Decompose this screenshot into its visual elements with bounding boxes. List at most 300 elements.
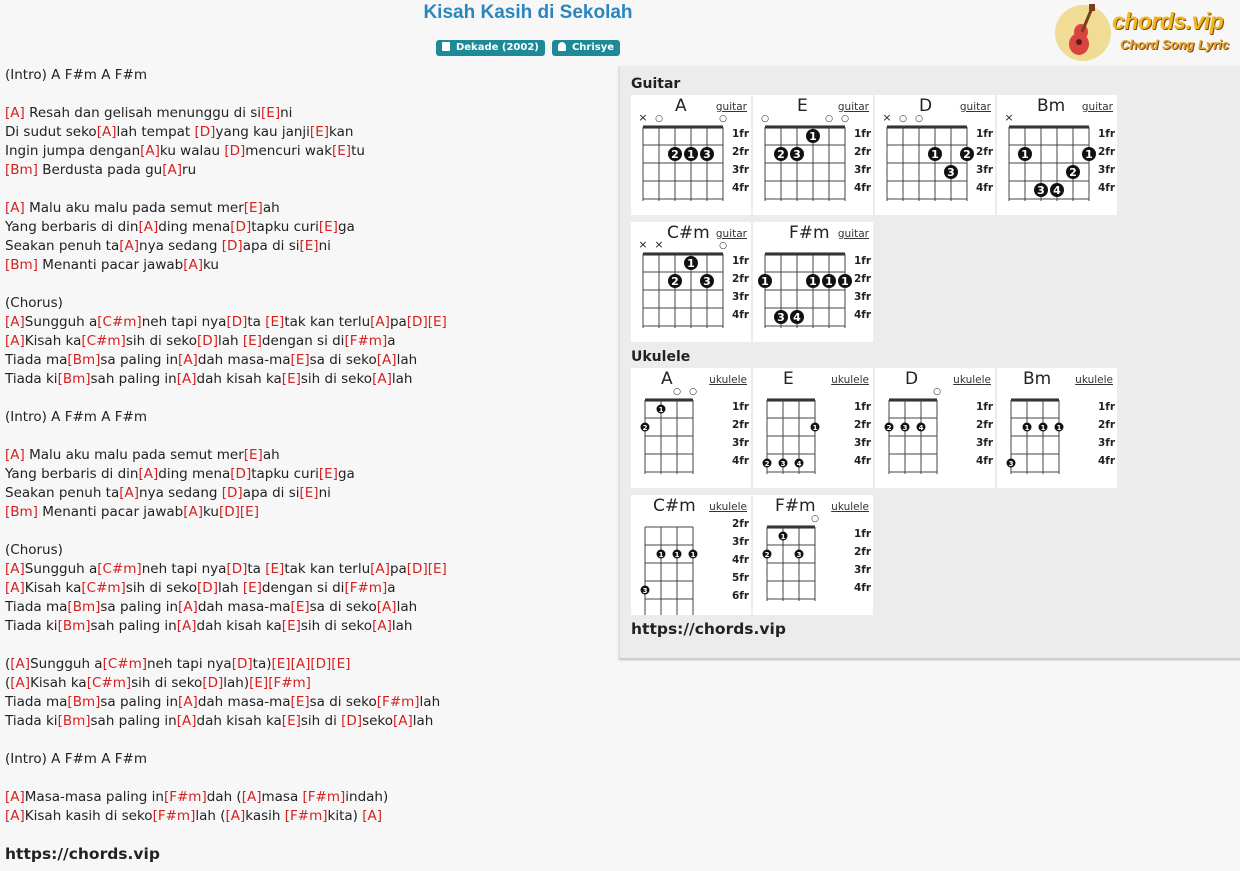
chord-marker[interactable]: [A] (138, 219, 159, 235)
fret-label: 2fr (976, 419, 994, 431)
chord-marker[interactable]: [E] (243, 447, 263, 463)
finger-dot (758, 274, 772, 288)
lyric-text: Sungguh a (30, 656, 103, 672)
chord-name: F#m (789, 223, 830, 243)
finger-dot (790, 310, 804, 324)
lyric-text: ah (262, 447, 280, 463)
svg-text:2: 2 (886, 424, 892, 432)
lyric-text: ni (280, 105, 293, 121)
svg-text:1: 1 (809, 275, 817, 288)
lyric-text: neh tapi nya (141, 314, 227, 330)
lyric-text: ding mena (158, 466, 231, 482)
chord-marker[interactable]: [A] (370, 314, 390, 330)
lyric-text: ku (203, 504, 219, 520)
artist-label: Chrisye (571, 42, 615, 53)
chord-marker[interactable]: [D] (224, 143, 246, 159)
guitar-chord-diagram[interactable] (875, 95, 995, 215)
chord-name: Bm (1037, 96, 1066, 116)
chord-marker[interactable]: [D] (406, 561, 428, 577)
chord-marker[interactable]: [D] (197, 333, 218, 349)
lyric-text: Tiada ma (5, 694, 68, 710)
chord-marker[interactable]: [A] (96, 124, 117, 140)
lyric-text: Kisah ka (24, 333, 82, 349)
chord-marker[interactable]: [C#m] (97, 314, 142, 330)
lyric-text: Kisah ka (24, 580, 82, 596)
lyric-text: mencuri wak (245, 143, 333, 159)
svg-text:2: 2 (1069, 166, 1077, 179)
chord-marker[interactable]: [A] (176, 618, 197, 634)
finger-dot (641, 423, 650, 433)
chord-marker[interactable]: [A] (5, 580, 25, 596)
lyric-text: Tiada ki (5, 618, 58, 634)
lyrics-body (5, 66, 605, 864)
lyric-line (5, 256, 605, 275)
open-string-marker: ○ (825, 114, 833, 124)
lyric-text: tapku curi (251, 466, 319, 482)
chord-marker[interactable]: [D] (230, 219, 252, 235)
lyric-line (5, 351, 605, 370)
open-string-marker: ○ (761, 114, 769, 124)
chord-marker[interactable]: [Bm] (67, 352, 101, 368)
lyric-text: ( (5, 675, 11, 691)
lyric-line (5, 66, 605, 85)
chord-marker[interactable]: [C#m] (81, 333, 126, 349)
lyric-text: a (387, 580, 396, 596)
finger-dot (960, 147, 974, 161)
fret-label: 1fr (976, 401, 994, 413)
ukulele-chord-diagram[interactable] (997, 368, 1117, 488)
chord-marker[interactable]: [C#m] (81, 580, 126, 596)
lyric-text: lah (391, 618, 413, 634)
guitar-chord-diagram[interactable] (631, 222, 751, 342)
fret-label: 3fr (732, 164, 750, 176)
chord-marker[interactable]: [E] (331, 656, 351, 672)
lyric-text: Kisah ka (30, 675, 87, 691)
finger-dot (673, 550, 682, 560)
lyric-line (5, 275, 605, 294)
instrument-link[interactable]: guitar (715, 101, 747, 113)
lyric-line (5, 446, 605, 465)
lyric-text: masa (261, 789, 303, 805)
chord-marker[interactable]: [F#m] (284, 808, 328, 824)
chord-marker[interactable]: [E] (281, 618, 301, 634)
guitar-chord-diagram[interactable] (997, 95, 1117, 215)
lyric-text: ta (247, 561, 266, 577)
chord-name: D (919, 96, 933, 116)
lyric-line (5, 750, 605, 769)
chord-marker[interactable]: [D] (221, 485, 243, 501)
lyric-line (5, 693, 605, 712)
site-link[interactable]: https://chords.vip (5, 845, 160, 863)
lyric-text: neh tapi nya (141, 561, 227, 577)
chord-marker[interactable]: [D] (226, 561, 248, 577)
svg-text:1: 1 (812, 424, 818, 432)
fret-label: 2fr (854, 419, 872, 431)
chord-marker[interactable]: [E] (242, 580, 262, 596)
finger-dot (806, 274, 820, 288)
song-badges (0, 35, 1056, 56)
chord-marker[interactable]: [A] (225, 808, 246, 824)
chord-marker[interactable]: [F#m] (344, 333, 388, 349)
chord-diagrams-panel (619, 66, 1240, 659)
open-string-marker: ○ (915, 114, 923, 124)
instrument-link[interactable]: guitar (715, 228, 747, 240)
chord-marker[interactable]: [D] (197, 580, 218, 596)
chord-marker[interactable]: [E] (318, 466, 338, 482)
lyric-text: (Intro) A F#m A F#m (5, 409, 147, 425)
lyric-text: lah tempat (116, 124, 195, 140)
finger-dot (1007, 459, 1016, 469)
fret-label: 3fr (1098, 437, 1116, 449)
chord-marker[interactable]: [A] (183, 504, 203, 520)
chord-marker[interactable]: [Bm] (57, 371, 91, 387)
site-logo[interactable] (1054, 2, 1240, 64)
chord-marker[interactable]: [A] (10, 675, 31, 691)
chord-marker[interactable]: [A] (393, 713, 413, 729)
finger-dot (1055, 423, 1064, 433)
lyric-text: sih di seko (300, 618, 373, 634)
chord-marker[interactable]: [E] (249, 675, 269, 691)
lyric-text: Kisah kasih di seko (24, 808, 153, 824)
chord-marker[interactable]: [D] (221, 238, 243, 254)
chord-marker[interactable]: [A] (119, 238, 140, 254)
chord-marker[interactable]: [A] (10, 656, 31, 672)
chord-marker[interactable]: [C#m] (97, 561, 142, 577)
chord-name: A (661, 369, 673, 389)
finger-dot (774, 310, 788, 324)
chord-marker[interactable]: [A] (290, 656, 311, 672)
svg-text:3: 3 (777, 311, 785, 324)
instrument-link[interactable]: guitar (837, 228, 869, 240)
chord-marker[interactable]: [Bm] (67, 599, 101, 615)
instrument-link[interactable]: ukulele (831, 501, 869, 513)
chord-marker[interactable]: [A] (5, 447, 25, 463)
finger-dot (668, 147, 682, 161)
finger-dot (684, 256, 698, 270)
chord-marker[interactable]: [A] (372, 618, 392, 634)
lyric-text: lah (419, 694, 441, 710)
svg-text:3: 3 (703, 275, 711, 288)
finger-dot (1082, 147, 1096, 161)
muted-string-marker: × (638, 238, 648, 251)
lyric-text: apa di si (242, 238, 300, 254)
muted-string-marker: × (882, 111, 892, 124)
fret-label: 4fr (976, 455, 994, 467)
svg-text:4: 4 (918, 424, 924, 432)
chord-marker[interactable]: [A] (138, 466, 159, 482)
lyric-text: Tiada ma (5, 599, 68, 615)
chord-marker[interactable]: [D] (231, 656, 253, 672)
lyric-text: Tiada ki (5, 371, 58, 387)
chord-marker[interactable]: [A] (178, 694, 198, 710)
chord-marker[interactable]: [A] (5, 333, 25, 349)
chord-marker[interactable]: [D] (194, 124, 216, 140)
svg-text:2: 2 (764, 460, 770, 468)
fret-label: 1fr (732, 128, 750, 140)
fret-label: 1fr (1098, 401, 1116, 413)
lyric-text: (Chorus) (5, 295, 63, 311)
finger-dot (1066, 165, 1080, 179)
chord-marker[interactable]: [E] (427, 314, 447, 330)
finger-dot (901, 423, 910, 433)
chord-marker[interactable]: [E] (290, 599, 310, 615)
lyric-text: Malu aku malu pada semut mer (24, 200, 244, 216)
lyric-line (5, 161, 605, 180)
fret-label: 4fr (854, 182, 872, 194)
lyric-text: sa paling in (100, 599, 179, 615)
chord-marker[interactable]: [E] (318, 219, 338, 235)
fret-label: 4fr (854, 455, 872, 467)
lyric-text: (Chorus) (5, 542, 63, 558)
lyric-text: yang kau janji (215, 124, 310, 140)
lyric-text: a (387, 333, 396, 349)
instrument-link[interactable]: guitar (959, 101, 991, 113)
lyric-line (5, 465, 605, 484)
chord-marker[interactable]: [Bm] (5, 162, 38, 178)
chord-marker[interactable]: [E] (309, 124, 329, 140)
lyric-text: sih di seko (131, 675, 203, 691)
chord-marker[interactable]: [Bm] (5, 257, 38, 273)
instrument-link[interactable]: guitar (1081, 101, 1113, 113)
chord-marker[interactable]: [E] (281, 371, 301, 387)
chord-marker[interactable]: [D] (406, 314, 428, 330)
chord-marker[interactable]: [E] (261, 105, 281, 121)
lyric-text: nya sedang (139, 485, 222, 501)
lyric-text: ding mena (158, 219, 231, 235)
lyric-text: ku (203, 257, 219, 273)
lyric-text: tapku curi (251, 219, 319, 235)
fret-label: 4fr (732, 455, 750, 467)
chord-marker[interactable]: [A] (241, 789, 262, 805)
instrument-link[interactable]: ukulele (709, 374, 747, 386)
chord-marker[interactable]: [Bm] (57, 713, 91, 729)
guitar-chord-diagram[interactable] (753, 95, 873, 215)
chord-marker[interactable]: [F#m] (152, 808, 196, 824)
chord-marker[interactable]: [E] (299, 485, 319, 501)
chord-marker[interactable]: [E] (299, 238, 319, 254)
artist-badge[interactable] (552, 40, 620, 56)
chord-marker[interactable]: [A] (362, 808, 383, 824)
ukulele-chord-diagram[interactable] (631, 368, 751, 488)
fret-label: 3fr (732, 437, 750, 449)
svg-text:1: 1 (1021, 148, 1029, 161)
instrument-link[interactable]: ukulele (831, 374, 869, 386)
lyric-text: Tiada ma (5, 352, 68, 368)
fret-label: 4fr (976, 182, 994, 194)
svg-text:2: 2 (671, 148, 679, 161)
finger-dot (917, 423, 926, 433)
chord-marker[interactable]: [A] (178, 352, 198, 368)
fret-label: 6fr (732, 590, 750, 602)
chord-marker[interactable]: [E] (281, 713, 301, 729)
guitar-chord-diagram[interactable] (631, 95, 751, 215)
instrument-link[interactable]: ukulele (709, 501, 747, 513)
lyric-text: dah kisah ka (196, 618, 282, 634)
open-string-marker: ○ (841, 114, 849, 124)
svg-text:3: 3 (902, 424, 908, 432)
chord-marker[interactable]: [A] (176, 713, 197, 729)
lyric-line (5, 636, 605, 655)
chord-marker[interactable]: [D] (218, 504, 240, 520)
chord-marker[interactable]: [A] (5, 561, 25, 577)
chord-marker[interactable]: [A] (162, 162, 183, 178)
chord-marker[interactable]: [A] (5, 200, 25, 216)
chord-marker[interactable]: [D] (341, 713, 363, 729)
svg-text:3: 3 (703, 148, 711, 161)
finger-dot (1018, 147, 1032, 161)
svg-text:2: 2 (963, 148, 971, 161)
lyric-text: indah) (345, 789, 389, 805)
lyric-text: sa paling in (100, 352, 179, 368)
chord-marker[interactable]: [E] (271, 656, 291, 672)
chord-marker[interactable]: [D] (230, 466, 252, 482)
lyric-text: tu (351, 143, 365, 159)
lyric-text: tak kan terlu (284, 561, 371, 577)
fret-label: 1fr (732, 255, 750, 267)
chord-marker[interactable]: [A] (119, 485, 140, 501)
instrument-link[interactable]: ukulele (1075, 374, 1113, 386)
lyric-text: sa di seko (309, 352, 377, 368)
svg-text:1: 1 (658, 551, 664, 559)
chord-marker[interactable]: [A] (5, 808, 25, 824)
chord-name: A (675, 96, 687, 116)
fret-label: 4fr (854, 582, 872, 594)
instrument-link[interactable]: ukulele (953, 374, 991, 386)
chord-marker[interactable]: [A] (178, 599, 198, 615)
chord-marker[interactable]: [A] (376, 599, 397, 615)
lyric-text: Seakan penuh ta (5, 485, 120, 501)
lyric-text: kita) (327, 808, 363, 824)
muted-string-marker: × (654, 238, 664, 251)
svg-text:1: 1 (674, 551, 680, 559)
svg-text:1: 1 (780, 533, 786, 541)
lyric-text: dengan si di (261, 333, 345, 349)
lyric-text: lah (396, 352, 418, 368)
finger-dot (641, 586, 650, 596)
chord-marker[interactable]: [C#m] (86, 675, 132, 691)
lyric-line (5, 826, 605, 845)
chord-marker[interactable]: [A] (376, 352, 397, 368)
chord-marker[interactable]: [D] (202, 675, 224, 691)
lyric-text: apa di si (242, 485, 300, 501)
panel-site-link[interactable]: https://chords.vip (631, 620, 786, 638)
fret-label: 3fr (1098, 164, 1116, 176)
lyric-line (5, 142, 605, 161)
lyric-line (5, 788, 605, 807)
fret-label: 4fr (732, 309, 750, 321)
chord-marker[interactable]: [E] (332, 143, 352, 159)
chord-marker[interactable]: [A] (370, 561, 390, 577)
chord-marker[interactable]: [E] (290, 694, 310, 710)
fret-label: 3fr (732, 291, 750, 303)
lyric-text: ah (262, 200, 280, 216)
svg-text:2: 2 (671, 275, 679, 288)
ukulele-chord-diagram[interactable] (875, 368, 995, 488)
open-string-marker: ○ (899, 114, 907, 124)
open-string-marker: ○ (719, 114, 727, 124)
chord-marker[interactable]: [F#m] (344, 580, 388, 596)
fret-label: 5fr (732, 572, 750, 584)
lyric-line (5, 617, 605, 636)
chord-marker[interactable]: [D] (226, 314, 248, 330)
chord-marker[interactable]: [E] (427, 561, 447, 577)
svg-text:1: 1 (1024, 424, 1030, 432)
guitar-chord-diagram[interactable] (753, 222, 873, 342)
lyric-text: tak kan terlu (284, 314, 371, 330)
ukulele-chord-diagram[interactable] (753, 495, 873, 615)
svg-text:1: 1 (825, 275, 833, 288)
chord-marker[interactable]: [C#m] (102, 656, 147, 672)
svg-text:4: 4 (793, 311, 801, 324)
finger-dot (684, 147, 698, 161)
lyric-line (5, 427, 605, 446)
fret-label: 1fr (854, 128, 872, 140)
chord-marker[interactable]: [E] (242, 333, 262, 349)
svg-text:1: 1 (809, 130, 817, 143)
lyric-line (5, 598, 605, 617)
chord-marker[interactable]: [E] (265, 314, 285, 330)
muted-string-marker: × (638, 111, 648, 124)
finger-dot (657, 550, 666, 560)
chord-marker[interactable]: [E] (290, 352, 310, 368)
lyric-line (5, 123, 605, 142)
fret-label: 1fr (854, 255, 872, 267)
chord-marker[interactable]: [A] (140, 143, 160, 159)
lyric-line (5, 807, 605, 826)
chord-marker[interactable]: [F#m] (302, 789, 346, 805)
lyric-text: ku walau (159, 143, 225, 159)
chord-marker[interactable]: [Bm] (5, 504, 38, 520)
ukulele-chord-diagram[interactable] (631, 495, 751, 615)
finger-dot (700, 274, 714, 288)
lyric-text: Seakan penuh ta (5, 238, 120, 254)
chord-marker[interactable]: [A] (5, 105, 25, 121)
lyric-text: ga (337, 219, 355, 235)
chord-marker[interactable]: [A] (176, 371, 197, 387)
lyric-line (5, 712, 605, 731)
chord-marker[interactable]: [E] (243, 200, 263, 216)
fret-label: 2fr (1098, 146, 1116, 158)
fret-label: 2fr (732, 518, 750, 530)
open-string-marker: ○ (655, 114, 663, 124)
chord-marker[interactable]: [Bm] (67, 694, 101, 710)
lyric-text: ru (182, 162, 197, 178)
instrument-link[interactable]: guitar (837, 101, 869, 113)
chord-marker[interactable]: [A] (372, 371, 392, 387)
chord-marker[interactable]: [A] (183, 257, 203, 273)
lyric-line (5, 674, 605, 693)
chord-marker[interactable]: [A] (5, 314, 25, 330)
finger-dot (806, 129, 820, 143)
lyric-line (5, 237, 605, 256)
chord-marker[interactable]: [F#m] (268, 675, 311, 691)
chord-marker[interactable]: [A] (5, 789, 25, 805)
album-badge[interactable] (436, 40, 545, 56)
guitar-heading: Guitar (631, 76, 681, 92)
svg-text:1: 1 (931, 148, 939, 161)
finger-dot (822, 274, 836, 288)
chord-marker[interactable]: [D] (310, 656, 332, 672)
chord-marker[interactable]: [E] (239, 504, 259, 520)
svg-text:1: 1 (687, 257, 695, 270)
ukulele-chord-diagram[interactable] (753, 368, 873, 488)
chord-marker[interactable]: [F#m] (163, 789, 207, 805)
lyric-text: Resah dan gelisah menunggu di si (24, 105, 262, 121)
chord-marker[interactable]: [Bm] (57, 618, 91, 634)
chord-marker[interactable]: [F#m] (376, 694, 420, 710)
fret-label: 3fr (732, 536, 750, 548)
chord-marker[interactable]: [E] (265, 561, 285, 577)
